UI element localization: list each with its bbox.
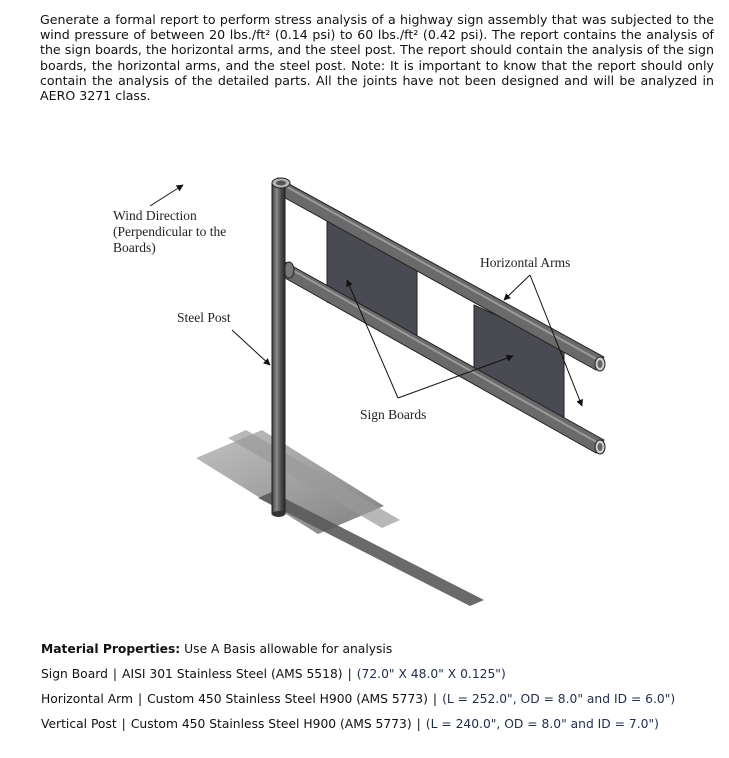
material-heading: Material Properties: <box>41 642 181 656</box>
horizontal-arms-label: Horizontal Arms <box>480 255 571 270</box>
material-name: Custom 450 Stainless Steel H900 (AMS 5773) <box>147 692 428 706</box>
problem-statement: Generate a formal report to perform stress analysis of a highway sign assembly that was subjected to the wind pressure of between 20 lbs./ft² (0.14 psi) to 60 lbs./ft² (0.42 psi). The report contains the analysis of the sign boards, the horizontal arms, and the steel post. The report should contain the analysis of the sign boards, the horizontal arms, and the steel post. Note: It is important to know that the report should only contain the analysis of the detailed parts. All the joints have not been designed and will be analyzed in AERO 3271 class. <box>40 12 714 104</box>
part-dimensions: (L = 240.0", OD = 8.0" and ID = 7.0") <box>425 717 659 731</box>
steel-post-leader <box>232 330 270 365</box>
sign-boards-label: Sign Boards <box>360 407 427 422</box>
wind-direction-arrow <box>150 185 183 206</box>
material-heading-row <box>41 640 721 665</box>
material-name: Custom 450 Stainless Steel H900 (AMS 5773) <box>130 717 412 731</box>
material-row-vertical-post: Vertical Post | Custom 450 Stainless Steel H900 (AMS 5773) | (L = 240.0", OD = 8.0" and ID = 7.0") <box>41 717 659 731</box>
part-dimensions: (L = 252.0", OD = 8.0" and ID = 6.0") <box>442 692 676 706</box>
material-row-horizontal-arm: Horizontal Arm | Custom 450 Stainless Steel H900 (AMS 5773) | (L = 252.0", OD = 8.0" and ID = 6.0") <box>41 692 676 706</box>
part-name: Sign Board <box>41 667 108 681</box>
part-name: Horizontal Arm <box>41 692 133 706</box>
material-name: AISI 301 Stainless Steel (AMS 5518) <box>122 667 343 681</box>
ground-shadow <box>196 430 484 606</box>
wind-direction-label: Wind Direction (Perpendicular to the Boards) <box>113 208 227 255</box>
horizontal-arms-leader-1 <box>504 275 530 300</box>
material-row-sign-board: Sign Board | AISI 301 Stainless Steel (AMS 5518) | (72.0" X 48.0" X 0.125") <box>41 667 506 681</box>
part-dimensions: (72.0" X 48.0" X 0.125") <box>356 667 506 681</box>
material-properties <box>41 640 721 740</box>
steel-post-label: Steel Post <box>177 310 231 325</box>
part-name: Vertical Post <box>41 717 117 731</box>
material-heading-note: Use A Basis allowable for analysis <box>184 642 393 656</box>
